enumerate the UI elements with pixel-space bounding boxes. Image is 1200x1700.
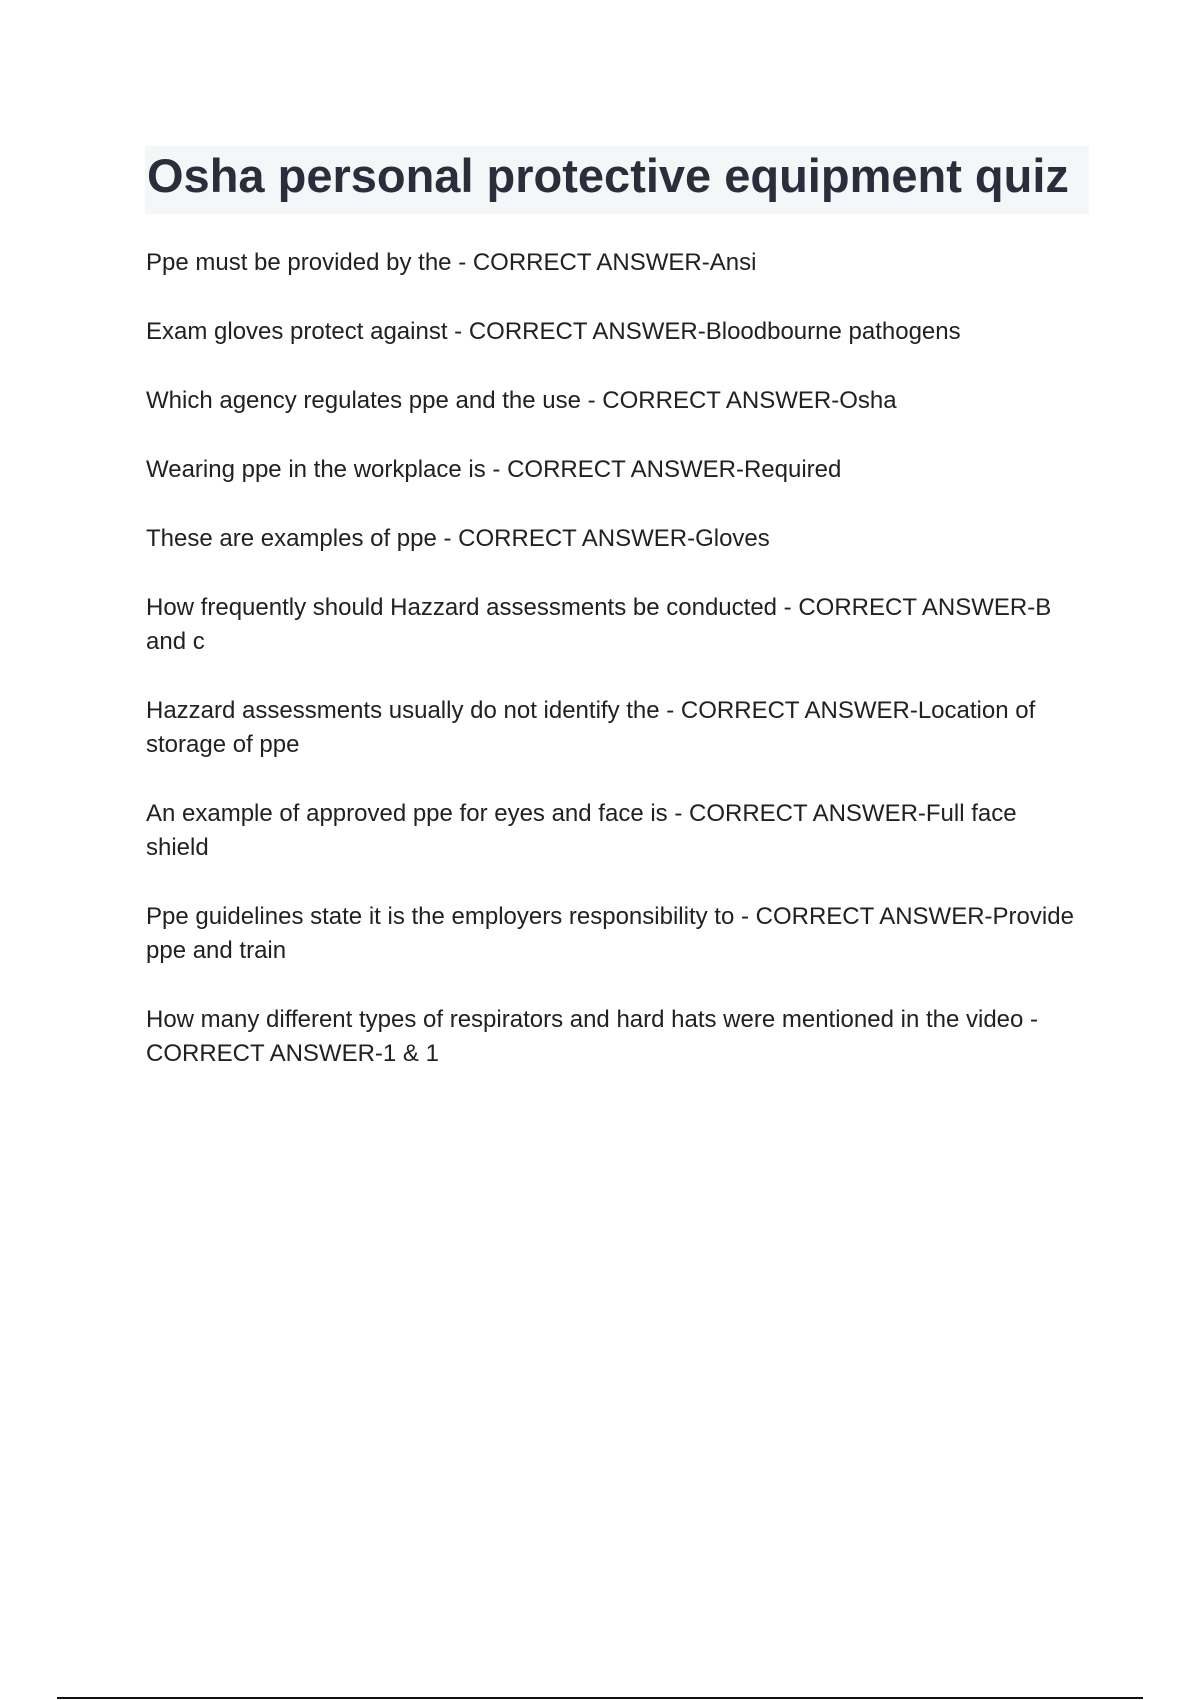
title-banner — [145, 146, 1089, 214]
page-bottom-divider — [57, 1697, 1143, 1699]
qa-item: These are examples of ppe - CORRECT ANSWER-Gloves — [146, 525, 770, 552]
qa-item: Ppe must be provided by the - CORRECT ANSWER-Ansi — [146, 249, 757, 276]
qa-item: How many different types of respirators and hard hats were mentioned in the video - CORRECT ANSWER-1 & 1 — [146, 1006, 1039, 1067]
qa-item: An example of approved ppe for eyes and face is - CORRECT ANSWER-Full face shield — [146, 800, 1017, 861]
qa-item: Which agency regulates ppe and the use - CORRECT ANSWER-Osha — [146, 387, 897, 414]
qa-item: How frequently should Hazzard assessments be conducted - CORRECT ANSWER-B and c — [146, 594, 1052, 655]
page-title: Osha personal protective equipment quiz — [147, 149, 1069, 202]
qa-item: Hazzard assessments usually do not identify the - CORRECT ANSWER-Location of storage of ppe — [146, 697, 1036, 758]
qa-item: Exam gloves protect against - CORRECT ANSWER-Bloodbourne pathogens — [146, 318, 961, 345]
qa-item: Wearing ppe in the workplace is - CORRECT ANSWER-Required — [146, 456, 842, 483]
qa-item: Ppe guidelines state it is the employers responsibility to - CORRECT ANSWER-Provide ppe and train — [146, 903, 1074, 964]
qa-list — [146, 246, 1076, 1106]
